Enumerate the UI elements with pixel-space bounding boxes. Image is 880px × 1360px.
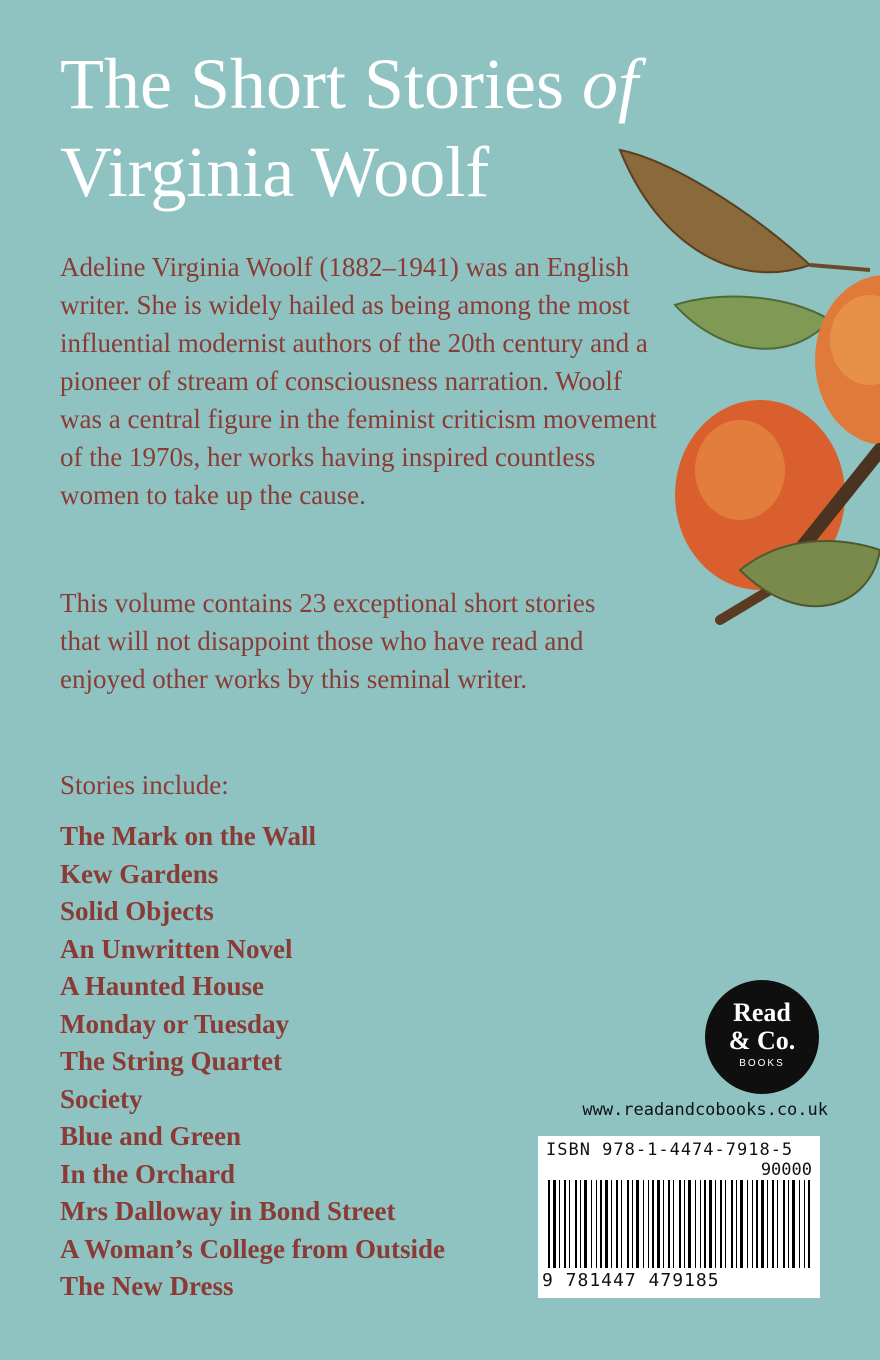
story-item: In the Orchard (60, 1158, 236, 1189)
volume-description: This volume contains 23 exceptional short stories that will not disappoint those who have read and enjoyed other works by this seminal writer. (60, 588, 596, 694)
logo-books: BOOKS (739, 1058, 785, 1069)
story-item: A Haunted House (60, 971, 265, 1001)
title-main: The Short Stories (60, 44, 564, 124)
publisher-logo (705, 980, 819, 1094)
barcode-bars (538, 1180, 820, 1270)
story-item: Monday or Tuesday (60, 1008, 290, 1039)
story-item: The New Dress (60, 1271, 234, 1301)
story-item: A Woman’s College from Outside (60, 1233, 446, 1264)
stories-list (60, 818, 445, 1306)
barcode-number: 9 781447 479185 (542, 1270, 720, 1291)
stories-label: Stories include: (60, 770, 229, 800)
title-line-2: Virginia Woolf (60, 132, 490, 212)
story-item: The Mark on the Wall (60, 821, 317, 851)
price-code: 90000 (760, 1160, 812, 1180)
isbn-text: ISBN 978-1-4474-7918-5 (546, 1140, 794, 1160)
story-item: Kew Gardens (60, 858, 219, 889)
story-item: Mrs Dalloway in Bond Street (60, 1196, 396, 1226)
publisher-website: www.readandcobooks.co.uk (582, 1100, 828, 1120)
story-item: Solid Objects (60, 896, 214, 926)
logo-co: & Co. (728, 1026, 796, 1055)
title-of: of (581, 44, 638, 124)
title-line-1 (60, 40, 638, 128)
logo-read: Read (733, 998, 791, 1027)
book-title (60, 40, 638, 216)
story-item: An Unwritten Novel (60, 933, 293, 964)
story-item: Society (60, 1083, 143, 1114)
author-bio: Adeline Virginia Woolf (1882–1941) was an English writer. She is widely hailed as being among the most influential modernist authors of the 20th century and a pioneer of stream of consciousness narration. Woolf was a central figure in the feminist criticism movement of the 1970s, her works having inspired countless women to take up the cause. (60, 252, 657, 510)
story-item: Blue and Green (60, 1121, 242, 1151)
story-item: The String Quartet (60, 1046, 282, 1076)
barcode (538, 1136, 820, 1298)
